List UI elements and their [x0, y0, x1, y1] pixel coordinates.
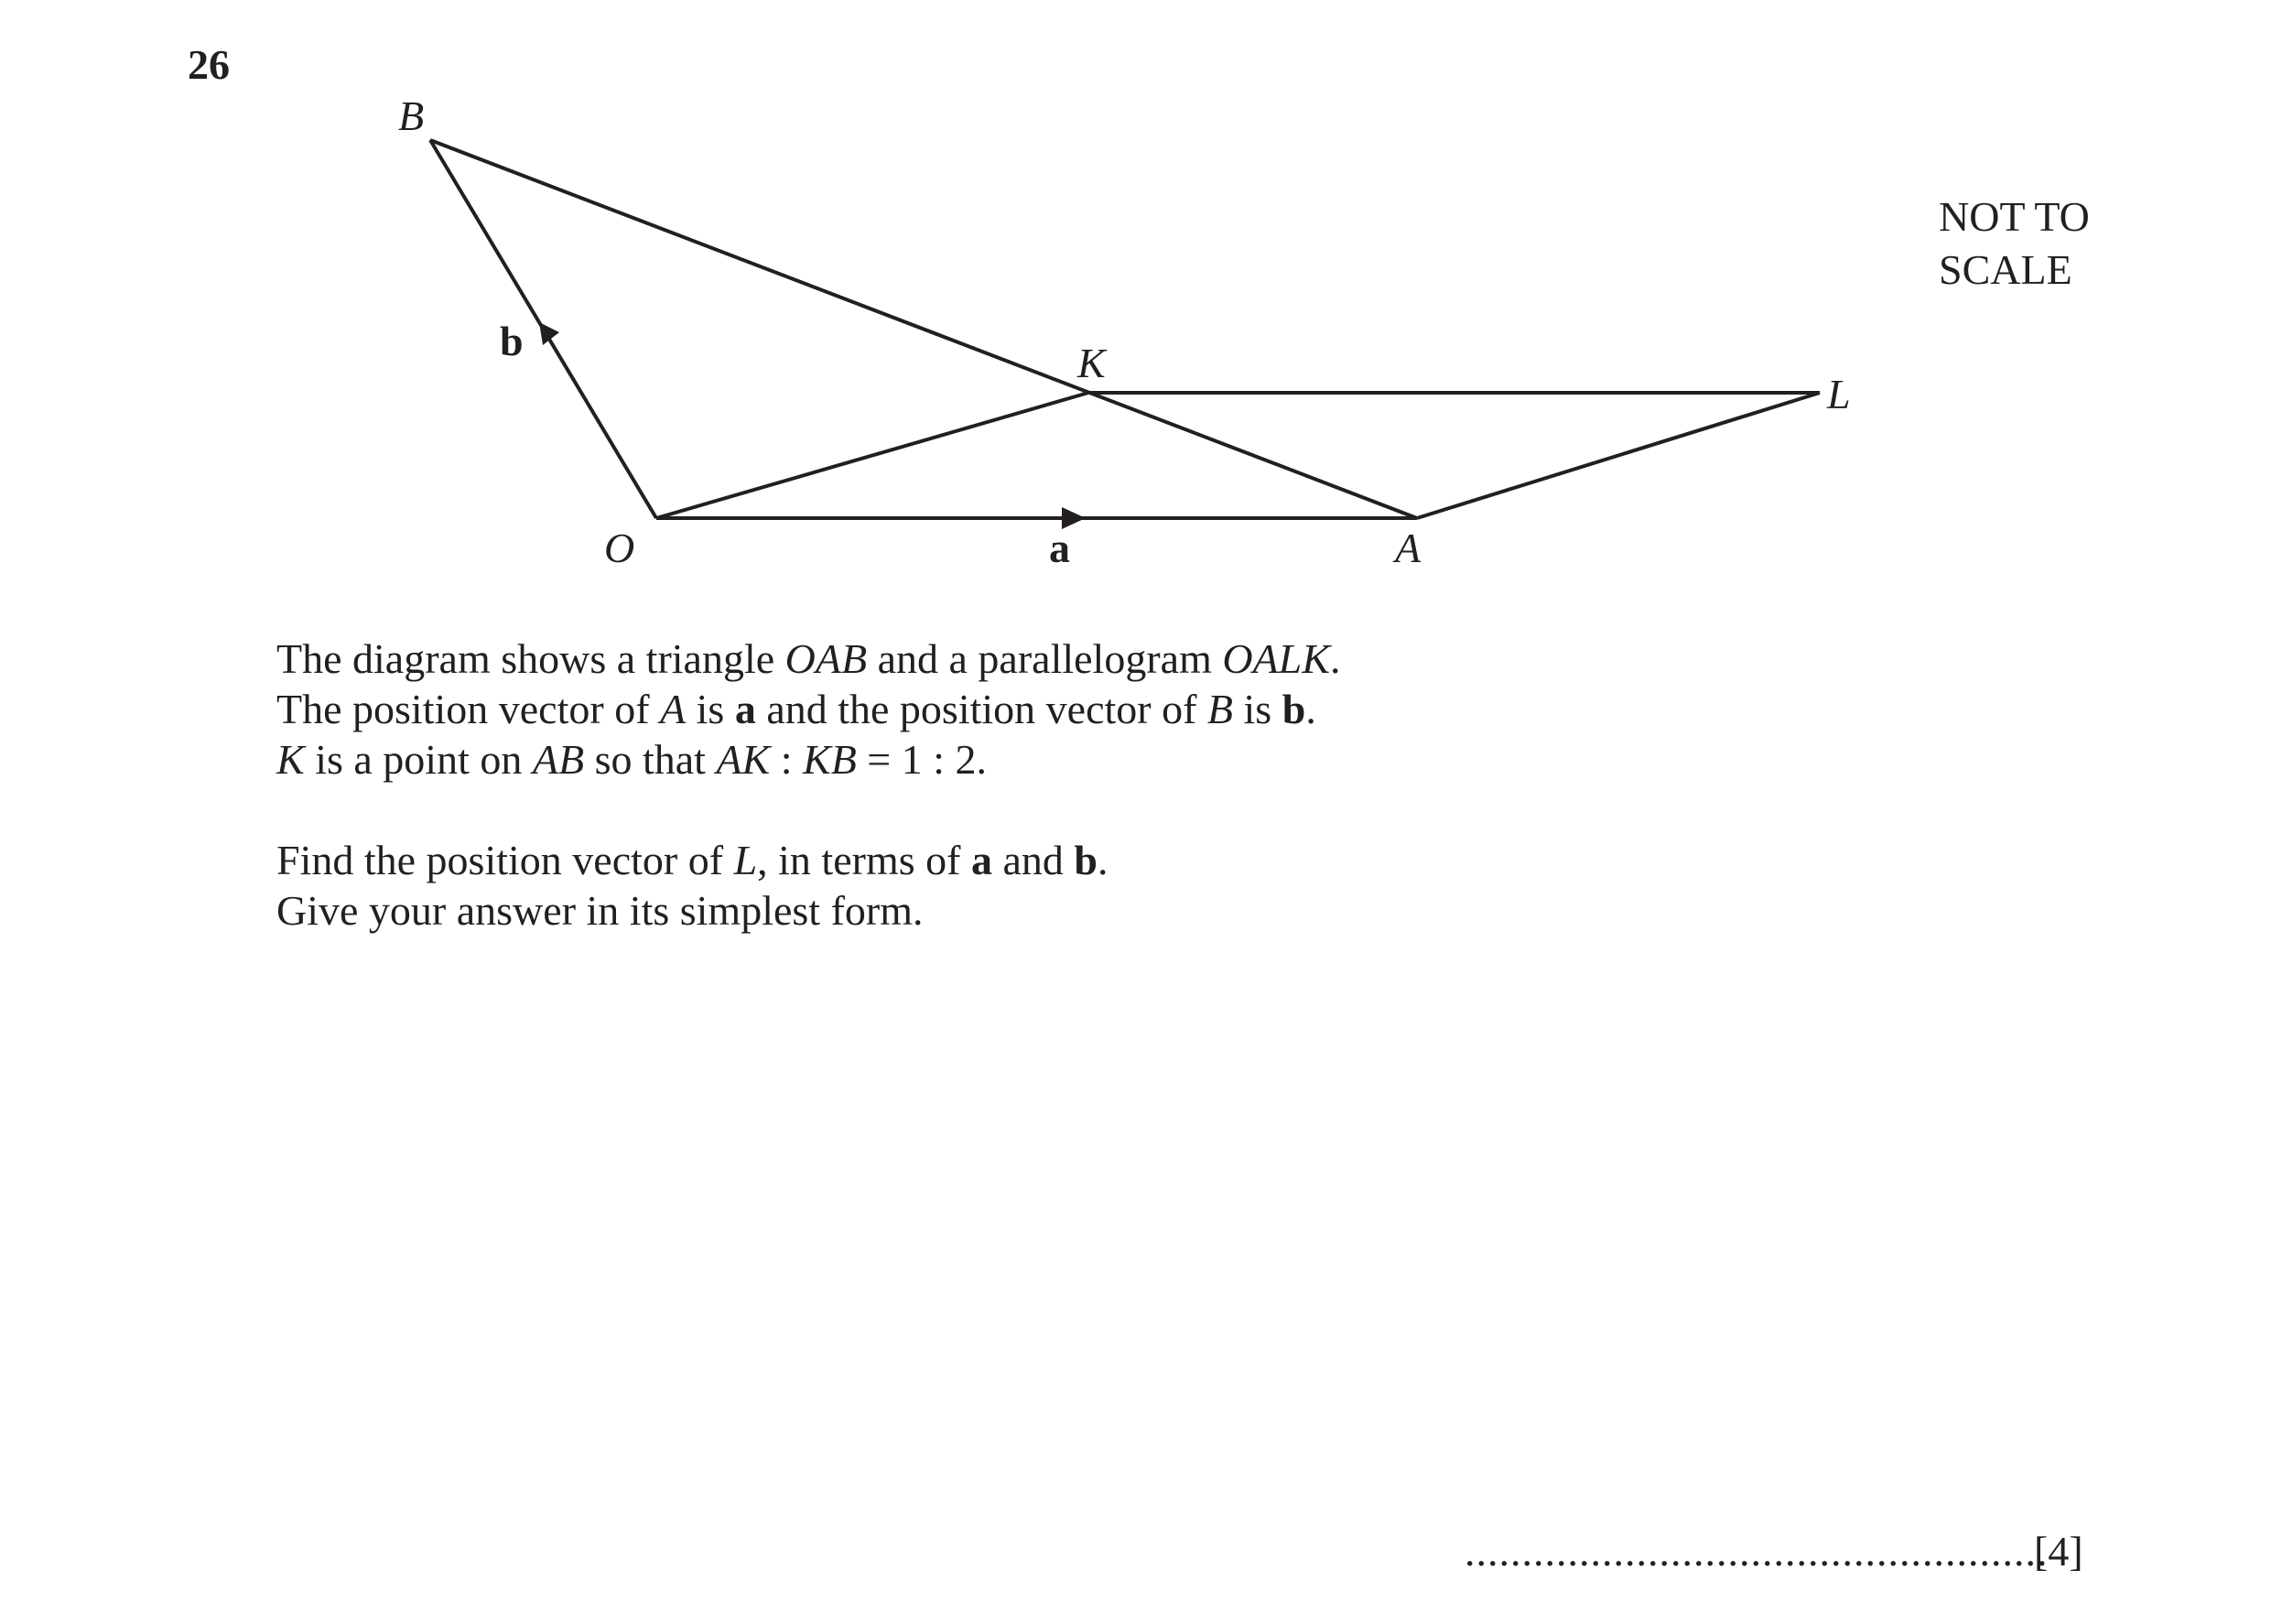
line-ok: [656, 393, 1088, 518]
vector-diagram: [0, 0, 2271, 641]
not-to-scale-note: [1939, 190, 2090, 297]
line-ba: [430, 140, 1417, 518]
label-vector-a: a: [1049, 525, 1070, 571]
label-point-o: O: [604, 525, 635, 571]
label-point-b: B: [398, 92, 425, 139]
question-task: [276, 835, 1108, 936]
label-point-k: K: [1077, 340, 1106, 386]
note-line-1: NOT TO: [1939, 193, 2090, 240]
question-description: [276, 633, 1340, 785]
marks-label: [4]: [2034, 1528, 2083, 1575]
task-line-2: Give your answer in its simplest form.: [276, 887, 924, 934]
label-point-a: A: [1395, 525, 1422, 571]
task-line-1: Find the position vector of L, in terms of a and b.: [276, 837, 1108, 883]
description-line-3: K is a point on AB so that AK : KB = 1 : 2.: [276, 736, 988, 783]
description-line-2: The position vector of A is a and the position vector of B is b.: [276, 686, 1316, 732]
note-line-2: SCALE: [1939, 246, 2072, 293]
line-al: [1417, 393, 1820, 518]
description-line-1: The diagram shows a triangle OAB and a parallelogram OALK.: [276, 635, 1341, 682]
question-number: 26: [188, 41, 230, 88]
label-vector-b: b: [500, 318, 524, 364]
label-point-l: L: [1827, 371, 1851, 417]
answer-line[interactable]: ...................................................: [1465, 1528, 2049, 1575]
